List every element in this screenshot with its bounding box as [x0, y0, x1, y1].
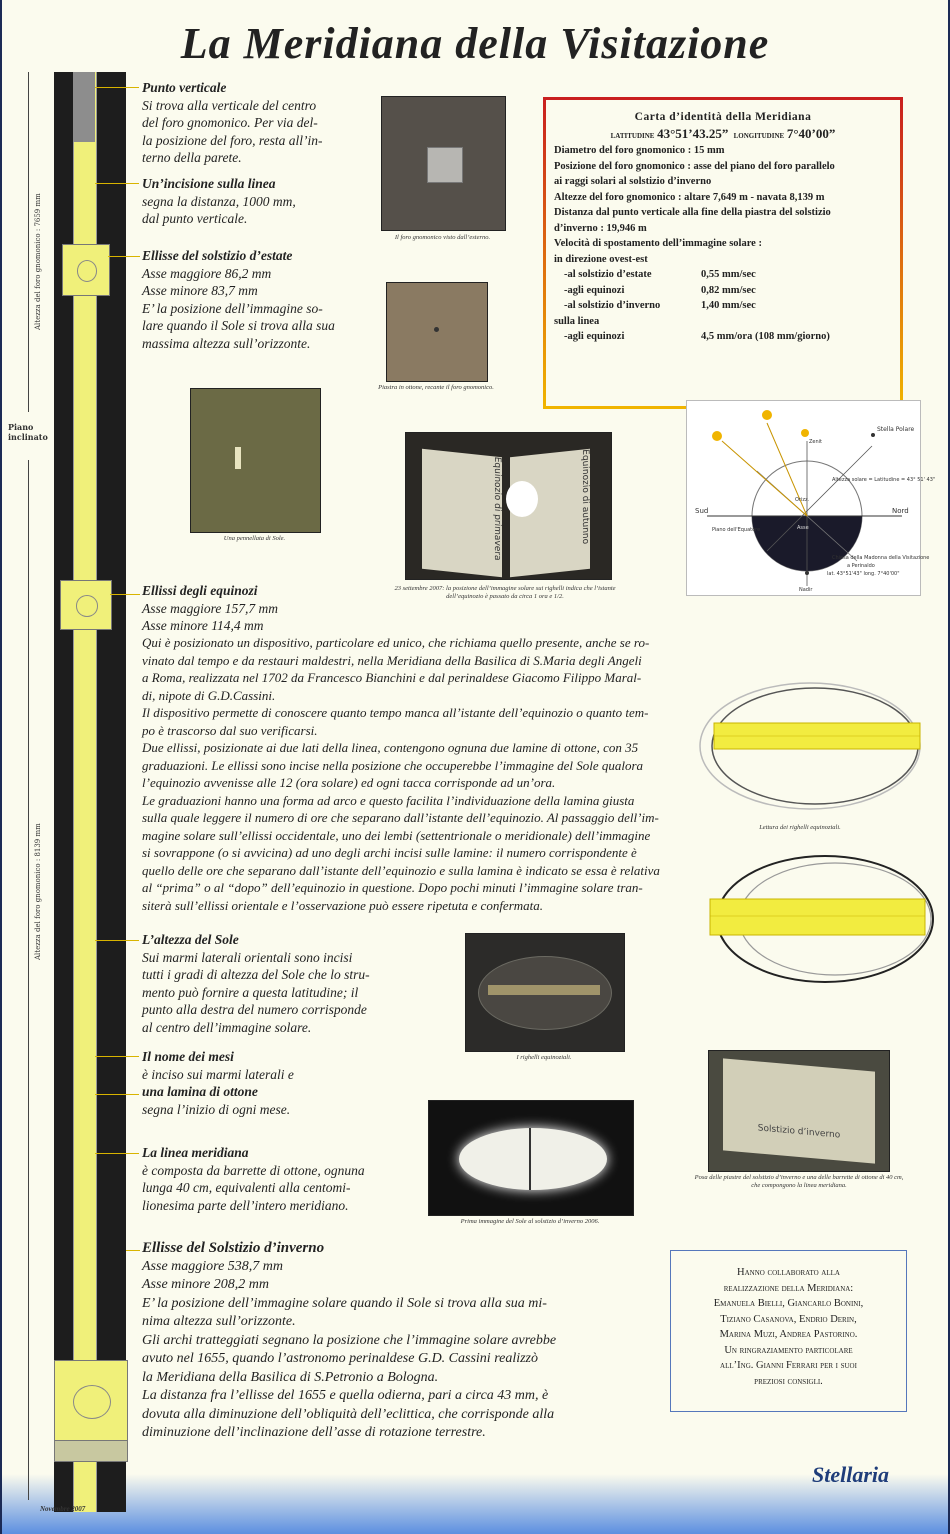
chiesa-label: Chiesa della Madonna della Visitazione	[832, 555, 930, 561]
speed-value: 4,5 mm/ora (108 mm/giorno)	[701, 331, 830, 342]
carta-line: Distanza dal punto verticale alla fine della piastra del solstizio	[554, 207, 831, 218]
text-line: po è trascorso dal suo verificarsi.	[142, 722, 318, 738]
speed-row	[554, 267, 892, 283]
text-line: al “prima” o al “dopo” dell’equinozio in questione. Dopo pochi minuti l’immagine solare tran-	[142, 880, 643, 895]
winter-plate-end	[54, 1440, 128, 1462]
carta-line: in direzione ovest-est	[554, 253, 648, 265]
collab-line: Hanno collaborato alla	[737, 1267, 840, 1278]
zenit-label: Zenit	[809, 439, 823, 445]
ellipse-svg	[690, 676, 930, 816]
photo-text: Solstizio d’inverno	[723, 1058, 875, 1163]
winter-solstice-ellipse-marker	[54, 1360, 128, 1442]
text-line: mento può fornire a questa latitudine; il	[142, 984, 359, 1000]
collab-line: Un ringraziamento particolare	[724, 1344, 853, 1356]
photo-piastra	[386, 282, 488, 382]
text-line: la Meridiana della Basilica di S.Petronio a Bologna.	[142, 1369, 439, 1385]
photo-equinozio	[405, 432, 612, 580]
leader-altezza	[95, 940, 139, 941]
caption-righelli: I righelli equinoziali.	[516, 1054, 572, 1061]
text-line: La distanza fra l’ellisse del 1655 e quella odierna, pari a circa 43 mm, è	[142, 1388, 549, 1403]
leader-equinozi	[110, 594, 140, 595]
section-altezza-sole	[142, 931, 392, 1036]
heading: L’altezza del Sole	[142, 932, 239, 947]
heading: Ellisse del solstizio d’estate	[142, 248, 293, 263]
text-line: Le graduazioni hanno una forma ad arco e questo facilita l’individuazione della lamina giusta	[142, 792, 635, 808]
section-mesi	[142, 1048, 392, 1118]
text-line: avuto nel 1655, quando l’astronomo perinaldese G.D. Cassini realizzò	[142, 1351, 539, 1366]
speed-value: 0,82 mm/sec	[701, 284, 756, 296]
text-line: E’ la posizione dell’immagine so-	[142, 300, 323, 316]
leader-punto-verticale	[95, 87, 139, 88]
caption-piastra: Piastra in ottone, recante il foro gnomonico.	[378, 384, 494, 391]
lat-label: latitudine	[610, 129, 655, 141]
photo-pennellata	[190, 388, 321, 533]
text-line: Due ellissi, posizionate ai due lati della linea, contengono ognuna due lamine di ottone, con 35	[142, 740, 639, 755]
speed-value: 1,40 mm/sec	[701, 300, 756, 311]
height-dimension-bottom	[28, 460, 29, 1500]
text-line: tutti i gradi di altezza del Sole che lo stru-	[142, 967, 370, 982]
section-equinozi-body	[142, 634, 690, 914]
photo-text: Equinozio di primavera	[422, 449, 502, 577]
text-line: lionesima parte dell’intero meridiano.	[142, 1197, 349, 1213]
height-label-top: Altezza del foro gnomonico : 7659 mm	[34, 193, 42, 330]
photo-text: Equinozio di autunno	[510, 449, 590, 577]
section-linea	[142, 1144, 392, 1214]
leader-incisione	[95, 183, 139, 184]
text-line: Asse minore 114,4 mm	[142, 618, 264, 633]
speed-label: -agli equinozi	[564, 284, 625, 296]
leader-linea	[95, 1153, 139, 1154]
carta-identita-box	[543, 97, 903, 409]
text-line: è inciso sui marmi laterali e	[142, 1066, 294, 1082]
carta-coordinates	[554, 126, 892, 144]
text-line: si sovrappone (o si avvicina) ad uno degli archi incisi sulle lamine: il numero corrispondente è	[142, 845, 637, 860]
carta-line: Velocità di spostamento dell’immagine solare :	[554, 238, 762, 249]
text-line: Asse maggiore 538,7 mm	[142, 1258, 284, 1274]
chiesa-label-2: a Perinaldo	[847, 563, 875, 569]
altezza-label: Altezza solare = Latitudine = 43° 51' 43"	[832, 477, 936, 483]
stellaria-logo: Stellaria	[812, 1462, 890, 1487]
text-line: lunga 40 cm, equivalenti alla centomi-	[142, 1180, 351, 1195]
carta-line: Posizione del foro gnomonico : asse del piano del foro parallelo	[554, 160, 835, 172]
text-line: diminuzione dell’inclinazione dell’asse di rotazione terrestre.	[142, 1425, 486, 1440]
nord-label: Nord	[892, 507, 909, 515]
text-line: punto alla destra del numero corrisponde	[142, 1002, 367, 1017]
carta-line: sulla linea	[554, 315, 600, 327]
orizzonte-label: Orizz.	[795, 497, 810, 503]
text-line: Asse maggiore 157,7 mm	[142, 600, 278, 616]
height-dimension-top	[28, 72, 29, 412]
sud-label: Sud	[695, 507, 709, 515]
text-line: segna l’inizio di ogni mese.	[142, 1101, 291, 1117]
leader-mesi	[95, 1056, 139, 1057]
speed-row	[554, 283, 892, 299]
text-line: è composta da barrette di ottone, ognuna	[142, 1162, 365, 1178]
text-line: E’ la posizione dell’immagine solare quando il Sole si trova alla sua mi-	[142, 1295, 547, 1311]
height-label-bottom: Altezza del foro gnomonico : 8139 mm	[34, 823, 42, 960]
collaborators-box	[670, 1250, 907, 1412]
section-equinozi	[142, 582, 682, 635]
text-line: quello delle ore che separano dall’istante dell’equinozio e sulla lamina è indicato se essa è relativa	[142, 862, 660, 878]
text-line: sulla quale leggere il numero di ore che separano dall’istante dell’equinozio. Al passaggio dell’im-	[142, 810, 659, 825]
summer-solstice-ellipse-marker	[62, 244, 110, 296]
section-punto-verticale	[142, 79, 352, 167]
carta-line: Diametro del foro gnomonico : 15 mm	[554, 145, 725, 156]
text-line: di, nipote di G.D.Cassini.	[142, 687, 276, 703]
text-line: Asse minore 208,2 mm	[142, 1277, 270, 1292]
collab-line: preziosi consigli.	[754, 1375, 823, 1387]
text-line: lare quando il Sole si trova alla sua	[142, 318, 335, 333]
text-line: l’equinozio avvenisse alle 12 (ora solare) ed ogni tacca corrisponde ad un’ora.	[142, 775, 556, 790]
heading: Punto verticale	[142, 80, 227, 95]
collab-line: Marina Muzi, Andrea Pastorino.	[719, 1329, 858, 1340]
heading: Il nome dei mesi	[142, 1049, 234, 1064]
leader-solstizio-inverno	[126, 1250, 140, 1251]
stella-polare-label: Stella Polare	[877, 426, 915, 433]
text-line: a Roma, realizzata nel 1702 da Francesco Bianchini e dal perinaldese Giacomo Filippo Maral-	[142, 670, 642, 685]
date-label: Novembre 2007	[40, 1505, 86, 1513]
page-title: La Meridiana della Visitazione	[180, 19, 770, 68]
equatore-label: Piano dell'Equatore	[712, 527, 761, 533]
vertical-point-marker	[73, 72, 95, 142]
text-line: graduazioni. Le ellissi sono incise nella posizione che occuperebbe l’immagine del Sole qualora	[142, 757, 644, 773]
carta-line: ai raggi solari al solstizio d’inverno	[554, 176, 712, 187]
text-line: massima altezza sull’orizzonte.	[142, 335, 311, 351]
sun-diagram-svg	[687, 401, 936, 595]
caption-pennellata: Una pennellata di Sole.	[223, 535, 286, 542]
text-line: dal punto verticale.	[142, 211, 248, 226]
text-line: Asse minore 83,7 mm	[142, 283, 258, 298]
equinox-ellipse-marker	[60, 580, 112, 630]
leader-solstizio-estate	[108, 256, 140, 257]
text-line: al centro dell’immagine solare.	[142, 1019, 312, 1035]
text-line: Gli archi tratteggiati segnano la posizione che l’immagine solare avrebbe	[142, 1332, 557, 1348]
collab-line: realizzazione della Meridiana:	[723, 1282, 854, 1294]
text-line: terno della parete.	[142, 150, 242, 165]
speed-row	[554, 329, 892, 345]
collab-line: all’Ing. Gianni Ferrari per i suoi	[720, 1360, 857, 1371]
heading: Un’incisione sulla linea	[142, 176, 276, 191]
text-line: del foro gnomonico. Per via del-	[142, 115, 318, 130]
chiesa-coords: lat. 43°51'43" long. 7°40'00"	[827, 571, 900, 577]
heading: Ellisse del Solstizio d’inverno	[142, 1240, 325, 1256]
nadir-label: Nadir	[799, 587, 813, 593]
lon-value: 7°40’00”	[786, 125, 836, 141]
speed-label: -al solstizio d’inverno	[564, 300, 661, 311]
sun-diagram	[686, 400, 936, 596]
lon-label: longitudine	[733, 129, 785, 141]
piano-inclinato-label: Piano inclinato	[8, 422, 48, 442]
text-line: segna la distanza, 1000 mm,	[142, 193, 296, 209]
text-line: Si trova alla verticale del centro	[142, 97, 317, 113]
heading: Ellissi degli equinozi	[142, 583, 258, 598]
text-line: Asse maggiore 86,2 mm	[142, 265, 272, 281]
text-line: magine solare sull’ellissi occidentale, uno dei lembi (settentrionale o meridionale) dell’immagine	[142, 827, 651, 843]
photo-foro-gnomonico	[381, 96, 506, 231]
text-line: siterà sull’ellissi orientale e l’osservazione può essere ripetuta e confermata.	[142, 897, 544, 913]
text-line: vinato dal tempo e da restauri maldestri, nella Meridiana della Basilica di S.Maria degli Angeli	[142, 652, 642, 668]
ellipse-svg	[700, 852, 936, 987]
caption-piastre: Posa delle piastre del solstizio d’inverno e una delle barrette di ottone di 40 cm, che compongono la linea meridiana.	[694, 1174, 904, 1189]
speed-label: -agli equinozi	[564, 331, 625, 342]
photo-prima-immagine	[428, 1100, 634, 1216]
equinox-ellipse-drawing-1	[690, 676, 930, 816]
collab-line: Tiziano Casanova, Endrio Derin,	[720, 1313, 857, 1325]
section-solstizio-estate	[142, 247, 372, 352]
photo-piastre-solstizio	[708, 1050, 890, 1172]
leader-lamina	[95, 1094, 139, 1095]
caption-settembre: 23 settembre 2007: la posizione dell’immagine solare sui righelli indica che l’istante dell’equinozio è passato da circa 1 ora e 1/2.	[394, 585, 616, 600]
carta-line: Altezze del foro gnomonico : altare 7,649 m - navata 8,139 m	[554, 191, 825, 203]
text-line: Il dispositivo permette di conoscere quanto tempo manca all’istante dell’equinozio o quanto tem-	[142, 705, 649, 720]
speed-label: -al solstizio d’estate	[564, 269, 652, 280]
equinox-ellipse-drawing-2	[700, 852, 936, 987]
heading: La linea meridiana	[142, 1145, 249, 1160]
section-incisione	[142, 175, 352, 228]
section-solstizio-inverno	[142, 1239, 672, 1443]
lat-value: 43°51’43.25”	[657, 125, 729, 141]
carta-line: d’inverno : 19,946 m	[554, 222, 647, 234]
text-line: Qui è posizionato un dispositivo, particolare ed unico, che richiama quello presente, anche se ro-	[142, 635, 650, 650]
asse-label: Asse	[797, 525, 809, 531]
collab-line: Emanuela Bielli, Giancarlo Bonini,	[713, 1298, 864, 1309]
text-line: la posizione del foro, resta all’in-	[142, 132, 323, 148]
heading: una lamina di ottone	[142, 1084, 258, 1099]
caption-foro: Il foro gnomonico visto dall’esterno.	[394, 234, 491, 241]
speed-row	[554, 298, 892, 314]
carta-title: Carta d’identità della Meridiana	[634, 111, 812, 123]
text-line: Sui marmi laterali orientali sono incisi	[142, 949, 353, 965]
bottom-gradient	[2, 1474, 948, 1534]
caption-prima: Prima immagine del Sole al solstizio d’inverno 2006.	[460, 1218, 600, 1225]
caption-lettura: Lettura dei righelli equinoziali.	[759, 824, 841, 831]
photo-righelli	[465, 933, 625, 1052]
text-line: nima altezza sull’orizzonte.	[142, 1314, 296, 1329]
text-line: dovuta alla diminuzione dell’obliquità dell’eclittica, che corrisponde alla	[142, 1406, 555, 1422]
speed-value: 0,55 mm/sec	[701, 269, 756, 280]
